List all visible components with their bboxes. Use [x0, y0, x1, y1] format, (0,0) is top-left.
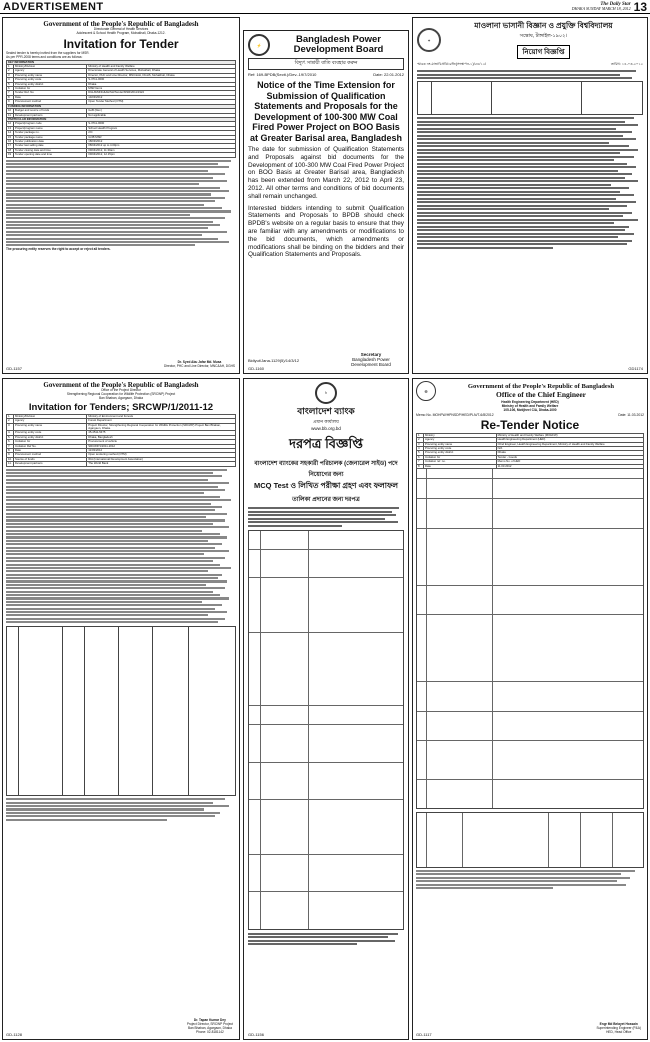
table-cell: Procuring entity name — [424, 442, 497, 446]
table-cell: Tender package name — [14, 135, 87, 139]
table-cell: 1. — [7, 414, 14, 418]
ad1-reserve-note: The procuring entity reserves the right to accept or reject all tenders. — [6, 246, 111, 251]
ad-university-recruitment — [412, 17, 648, 374]
ad4-code: GD-1128 — [6, 1032, 22, 1037]
table-cell: Ministry of Health and Family Welfare — [87, 65, 236, 69]
page-masthead — [0, 0, 650, 14]
table-cell: Source of funds — [14, 457, 87, 461]
table-cell: 09/04/2012, 11.30am — [87, 148, 236, 152]
ad1-table: KEY INFORMATION 1 Ministry/Division Ministry of Health and Family Welfare 2 Agency Directorate General of Health Services, Mohakhali, Dhaka 3 Procuring entity name Director, PHC and Line Director, MNC&AH, DGHS, Mohakhali, Dhaka 4 Procuring entity code S-3711-0000 5 Procuring entity district Dhaka 6 Invitation for MSR Items 7 Tender Ref. No DGHS/MNC&AH/SH/Tender/MSR/2011/1922 8 Date 14/03/2012 9 Procurement method Open Tender Method (OTM) FUNDING INFORMATION 10 Budget and source of funds GoB (Dev.) 11 Development partners Not applicable PARTICULAR INFORMATION 12 Project/program code S-3711-0000 13 Project/program name School Health Program 14 Tender package no. 2/C 15 Tender package name GOB MSR 16 Tender publication date 18/03/2012 17 Tender last selling date 08/04/2012 up to 4.00pm 18 Tender closing date and time 09/04/2012, 11.30am 19 Tender opening date and time 09/04/2012, 12.15pm — [6, 60, 236, 158]
table-cell: 5. — [7, 435, 14, 439]
table-cell: 11.03.2012 — [496, 464, 643, 468]
ad5-subtitle: প্রধান কার্যালয় — [313, 419, 339, 424]
table-cell: 8. — [7, 448, 14, 452]
ad-dghs-tender — [2, 17, 240, 374]
ad1-intro: Sealed tender is hereby invited from the suppliers for MSR. — [6, 50, 90, 55]
table-cell: Procurement method — [14, 100, 87, 104]
ad6-address: 105-106, Motijheel C/A, Dhaka-1000 — [503, 407, 557, 412]
ad5-website: www.bb.org.bd — [311, 426, 341, 431]
table-cell: 6. — [7, 440, 14, 444]
table-cell: DGHS/MNC&AH/SH/Tender/MSR/2011/1922 — [87, 91, 236, 95]
ad6-particulars-table — [416, 469, 644, 809]
ad1-body-text — [6, 160, 236, 247]
table-cell: 15 — [7, 135, 14, 139]
ad1-office: Adolescent & School Health Program, Mohakhali, Dhaka-1212. — [76, 30, 166, 35]
table-cell: 18 — [7, 148, 14, 152]
page-number: 13 — [633, 0, 647, 14]
table-cell: Dhaka — [496, 451, 643, 455]
table-cell: Project Director, Strengthening Regional Cooperation for Wildlife Protection (SRCWP) Project Ban Bhaban, Agargaon, Dhaka. — [87, 423, 236, 431]
ad6-date: Date: 11.03.2012 — [618, 412, 644, 417]
table-cell: Agency — [424, 438, 497, 442]
table-cell: 3. — [7, 423, 14, 431]
table-cell: Dhaka, Bangladesh — [87, 435, 236, 439]
ad5-intro-text — [248, 507, 404, 527]
table-cell: Date — [424, 464, 497, 468]
ad2-title: Bangladesh Power Development Board — [293, 34, 384, 55]
ad3-ref: স্মারক নং-মাভাবিপ্রবি/রেজি(সংস্থাপন-১)/৫৪/১২/ — [417, 62, 487, 66]
table-cell: Budget and source of funds — [14, 109, 87, 113]
table-cell: Procurement method — [14, 453, 87, 457]
ad3-address: সন্তোষ, টাঙ্গাইল-১৯০২। — [519, 33, 568, 39]
ad6-department: Health Engineering Department (HED) — [501, 400, 559, 404]
table-cell: 14/03/2012 — [87, 95, 236, 99]
table-cell: 4. — [7, 431, 14, 435]
table-cell: 12 — [7, 122, 14, 126]
ad2-date: Date: 22.01.2012 — [373, 72, 404, 77]
table-cell: Invitation Ref No. — [14, 444, 87, 448]
ad2-signature-block: Secretary Bangladesh Power Development Board — [351, 352, 391, 367]
ad1-title: Invitation for Tender — [63, 36, 179, 51]
table-cell: Procuring entity name — [14, 423, 87, 431]
table-cell: Procurement of vehicle — [87, 440, 236, 444]
ad6-code: GD-1117 — [416, 1032, 432, 1037]
table-cell: GOB MSR — [87, 135, 236, 139]
ad2-paragraph-2: Interested bidders intending to submit Qualification Statements and Proposals to BPDB should check BPDB's website on a regular basis to ensure that they are familiar with any amendments or modifications to the bid documents, which amendments or modifications shall be binding on the bidders and their Qualification Statements and Proposals. — [248, 204, 404, 259]
table-cell: N/A — [496, 446, 643, 450]
ad-hed-retender — [412, 378, 648, 1040]
table-cell: Dhaka — [87, 82, 236, 86]
ad3-date: তারিখ: ১৪-০৩-২০১২ — [610, 62, 643, 66]
table-cell: Chief Engineer, Health Engineering Department, Ministry of Health and Family Welfare — [496, 442, 643, 446]
table-cell: 10. — [8, 456, 12, 461]
section-title: ADVERTISEMENT — [3, 0, 104, 13]
ad4-particulars-text — [6, 469, 236, 624]
ad5-closing-text — [248, 933, 404, 946]
ad1-dept: Directorate General of Health Services — [93, 27, 149, 31]
table-cell: 13 — [7, 126, 14, 130]
table-cell: Open tendering method (OTM) — [87, 453, 236, 457]
table-cell: 7. — [7, 444, 14, 448]
table-cell: Development partners — [14, 113, 87, 117]
ad5-subhead-2: MCQ Test ও লিখিত পরীক্ষা গ্রহণ এবং ফলাফল — [253, 481, 399, 490]
table-cell: 10 — [7, 109, 14, 113]
table-cell: Invitation ref. no. — [424, 460, 497, 464]
ad3-body-text — [417, 70, 643, 79]
ad3-title: মাওলানা ভাসানী বিজ্ঞান ও প্রযুক্তি বিশ্ববিদ্যালয় — [474, 21, 613, 30]
ad4-table — [6, 414, 236, 467]
table-cell: 7 — [417, 460, 424, 464]
table-cell: Forest Department — [87, 419, 236, 423]
table-cell: 18/03/2012 — [87, 139, 236, 143]
table-cell: 19 — [7, 153, 14, 157]
bangladesh-bank-logo-icon: ৳ — [315, 382, 337, 404]
table-cell: Tender Ref. No — [14, 91, 87, 95]
table-cell: Agency — [14, 419, 87, 423]
government-seal-icon: ❁ — [416, 381, 436, 401]
ad4-lot-table — [6, 626, 236, 796]
ad6-ministry: Ministry of Health and Family Welfare — [501, 403, 559, 408]
table-cell: 08/04/2012 up to 4.00pm — [87, 144, 236, 148]
table-cell: Directorate General of Health Services, Mohakhali, Dhaka — [87, 69, 236, 73]
table-cell: School Health Program — [87, 126, 236, 130]
table-cell: 45-4511-5475 — [87, 431, 236, 435]
table-cell: Ministry of Environment and Forests — [87, 414, 236, 418]
table-cell: 9 — [7, 100, 14, 104]
table-cell: Agency — [14, 69, 87, 73]
table-cell: Procuring entity code — [14, 431, 87, 435]
ad3-post-table — [417, 81, 643, 115]
table-cell: MSR Items — [87, 87, 236, 91]
table-cell: Tender publication date — [14, 139, 87, 143]
ad4-footer-text — [6, 798, 236, 820]
table-cell: Procuring entity code — [424, 446, 497, 450]
ad3-conditions-text — [417, 117, 643, 249]
table-cell: Project/program code — [14, 122, 87, 126]
ad4-address: Ban Bhaban, Agargaon, Dhaka — [99, 395, 143, 400]
ad2-headline: Notice of the Time Extension for Submission of Qualification Statements and Proposals for the Development of 100-300 MW Coal Fired Power Project on BOO Basis at Greater Barisal area, Bangladesh — [249, 80, 403, 143]
ad5-title: বাংলাদেশ ব্যাংক — [297, 406, 355, 416]
ad1-intro2: As per PPR-2008 terms and conditions are as follows: — [6, 54, 83, 59]
ad1-signature-block: Dr. Syed Abu Jafar Md. Musa Director, PHC and Line Director, MNC&AH, DGHS — [163, 360, 235, 369]
table-cell: Procuring entity code — [14, 78, 87, 82]
table-cell: Procuring entity district — [424, 451, 497, 455]
ad6-package-table — [416, 812, 644, 868]
table-cell: 14 — [7, 131, 14, 135]
table-cell: 3 — [417, 442, 424, 446]
bpdb-logo-icon: ⚡ — [248, 34, 270, 56]
table-cell: 1 — [417, 433, 424, 437]
table-cell: 17 — [7, 144, 14, 148]
table-cell: Date — [14, 448, 87, 452]
table-cell: Invitation for — [14, 440, 87, 444]
table-cell: 11/03/2012 — [87, 448, 236, 452]
table-cell: Tender closing date and time — [14, 148, 87, 152]
table-cell: 2 — [417, 438, 424, 442]
table-cell: 2. — [7, 419, 14, 423]
table-cell: Invitation for — [14, 87, 87, 91]
ad5-subhead-3: তালিকা প্রদানের জন্য দরপত্র — [292, 497, 360, 503]
ad2-ref: Ref: 169-BPDB(Sectt.)/Dev.-19/7/2010 — [248, 72, 317, 77]
table-cell: Date — [14, 95, 87, 99]
table-cell: Project/program name — [14, 126, 87, 130]
table-cell: Ministry/Division — [14, 65, 87, 69]
table-cell: Development partners — [14, 462, 87, 466]
ad5-subhead-1: বাংলাদেশ ব্যাংকের সহকারী পরিচালক (জেনারেল সাইড) পদে নিয়োগের জন্য — [254, 461, 398, 478]
ad1-code: GD-1157 — [6, 366, 22, 371]
ad4-title: Invitation for Tenders; SRCWP/1/2011-12 — [28, 401, 214, 413]
table-cell: 4 — [417, 446, 424, 450]
table-cell: Procuring entity district — [14, 435, 87, 439]
table-cell: 11. — [8, 461, 12, 466]
table-cell: Tender - Goods — [496, 455, 643, 459]
ad6-title: Re-Tender Notice — [480, 417, 580, 432]
table-cell: Ministry/Division — [14, 414, 87, 418]
ad2-paragraph-1: The date for submission of Qualification Statements and Proposals against bid documents for the Development of 100-300 MW Coal Fired Power Project on BOO Basis at Greater Barisal area, Bangladesh has been extended from March 22, 2012 to April 23, 2012. All other terms and conditions of bid documents shall remain unchanged. — [248, 146, 404, 200]
table-cell: Procuring entity name — [14, 73, 87, 77]
table-cell: S-3711-0000 — [87, 78, 236, 82]
ad2-slogan: বিদ্যুৎ সাশ্রয়ী বাতি ব্যবহার করুন — [248, 58, 404, 70]
ad5-code: GD-1156 — [248, 1032, 264, 1037]
table-cell: 3 — [7, 73, 14, 77]
table-cell: Not applicable — [87, 113, 236, 117]
ad2-code: GD-1160 — [248, 366, 264, 371]
ad5-headline: দরপত্র বিজ্ঞপ্তি — [289, 436, 363, 451]
ad6-signature-block: Engr Md Belayet Hossain Superintending Engineer (P&A) HED, Head Office — [596, 1022, 641, 1035]
table-cell: 4 — [7, 78, 14, 82]
ad-bpdb-notice — [243, 30, 409, 374]
ad6-gov-heading: Government of the People's Republic of Bangladesh — [467, 383, 615, 390]
table-cell: 2/C — [87, 131, 236, 135]
table-cell: The World Bank — [87, 462, 236, 466]
ad4-gov-heading: Government of the People's Republic of Bangladesh — [43, 381, 199, 389]
ad-bangladesh-bank — [243, 378, 409, 1040]
ad1-gov-heading: Government of the People's Republic of Bangladesh — [43, 20, 199, 28]
table-cell: SRCWP/1/2011-2012 — [87, 444, 236, 448]
ad6-footer-text — [416, 870, 644, 889]
table-cell: 5 — [417, 451, 424, 455]
table-cell: Ministry — [424, 433, 497, 437]
ad4-office: Office of the Project Director — [101, 388, 141, 392]
table-cell: Tender opening date and time — [14, 153, 87, 157]
ad2-bid-ref: Bidiyut/Jana-1129(5)/14/3/12 — [248, 358, 300, 363]
table-cell: S-3711-0000 — [87, 122, 236, 126]
table-row — [7, 462, 236, 466]
table-cell: 8 — [417, 464, 424, 468]
table-cell: Tender last selling date — [14, 144, 87, 148]
table-cell: 7 — [7, 91, 14, 95]
ad4-signature-block: Dr. Tapan Kumar Dey Project Director, SRCWP Project Ban Bhaban, Agargaon, Dhaka Phone: 02-8181142 — [186, 1018, 233, 1035]
table-cell: Tender package no. — [14, 131, 87, 135]
table-row — [417, 464, 644, 468]
university-seal-icon: ✦ — [417, 28, 441, 52]
table-cell: IDA (International Development Association) — [87, 457, 236, 461]
table-cell: Memo No. of HED — [496, 460, 643, 464]
table-cell: Invitation for — [424, 455, 497, 459]
table-cell: Health Engineering Department (HED) — [496, 438, 643, 442]
ad5-schedule-table — [248, 530, 404, 930]
table-cell: 5 — [7, 82, 14, 86]
paper-info: The Daily Star DHAKA SUNDAY MARCH 18, 2012 — [571, 1, 631, 11]
table-cell: 2 — [7, 69, 14, 73]
table-cell: GoB (Dev.) — [87, 109, 236, 113]
table-cell: Open Tender Method (OTM) — [87, 100, 236, 104]
ad3-notice-title: নিয়োগ বিজ্ঞপ্তি — [517, 45, 569, 59]
table-cell: 09/04/2012, 12.15pm — [87, 153, 236, 157]
table-cell: Ministry of Health and Family Welfare (MOHFW) — [496, 433, 643, 437]
table-row — [7, 153, 236, 157]
table-cell: 6 — [417, 455, 424, 459]
table-cell: 11 — [7, 113, 14, 117]
ad3-code: GD1174 — [628, 366, 643, 371]
ad6-memo: Memo No. MOHFW/HPNSDP/HED/PLN/T-6/8/2012 — [416, 412, 494, 417]
ad-srcwp-tender — [2, 378, 240, 1040]
table-cell: 6 — [7, 87, 14, 91]
table-cell: Director, PHC and Line Director, MNC&AH, DGHS, Mohakhali, Dhaka — [87, 73, 236, 77]
ad6-table — [416, 433, 644, 469]
ad4-project: Strengthening Regional Cooperation for Wildlife Protection (SRCWP) Project — [66, 391, 176, 396]
table-cell: 16 — [7, 139, 14, 143]
table-cell: 9. — [7, 453, 14, 457]
table-cell: 1 — [7, 65, 14, 69]
table-cell: 8 — [7, 95, 14, 99]
table-cell: Procuring entity district — [14, 82, 87, 86]
ad6-office: Office of the Chief Engineer — [496, 390, 586, 399]
masthead-right — [572, 0, 647, 14]
